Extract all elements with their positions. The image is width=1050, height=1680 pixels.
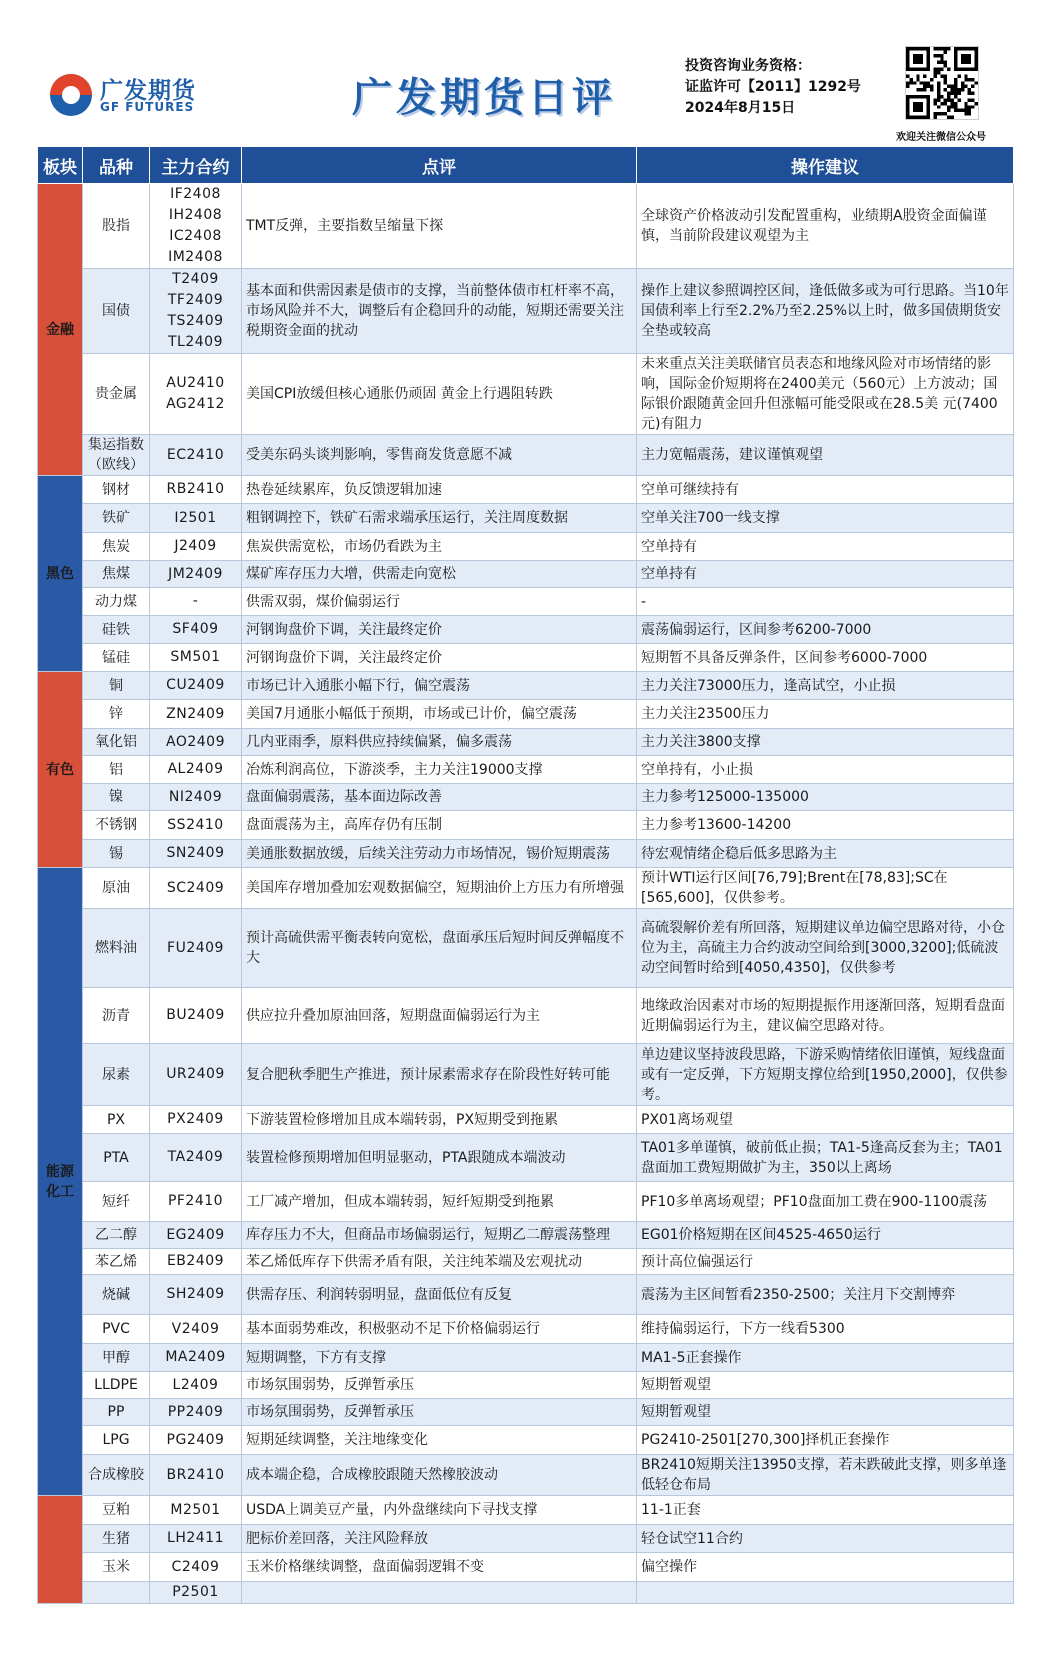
contract-cell: [150, 504, 242, 533]
contract-code: TA2409: [167, 1149, 224, 1165]
advice-cell: -: [637, 588, 1014, 616]
variety-cell: 动力煤: [83, 588, 150, 616]
contract-cell: [150, 840, 242, 868]
table-row: [38, 1455, 1014, 1496]
table-row: [38, 435, 1014, 476]
comment-cell: 盘面震荡为主，高库存仍有压制: [242, 811, 637, 840]
contract-code: SM501: [170, 649, 221, 665]
comment-cell: 装置检修预期增加但明显驱动，PTA跟随成本端波动: [242, 1134, 637, 1182]
comment-cell: 美国CPI放缓但核心通胀仍顽固 黄金上行遇阻转跌: [242, 354, 637, 435]
variety-cell: LPG: [83, 1426, 150, 1455]
advice-cell: BR2410短期关注13950支撑，若未跌破此支撑，则多单逢低轻仓布局: [637, 1455, 1014, 1496]
contract-code: SS2410: [167, 816, 224, 833]
variety-cell: 铝: [83, 756, 150, 784]
variety-cell: 乙二醇: [83, 1222, 150, 1249]
advice-cell: 全球资产价格波动引发配置重构，业绩期A股资金面偏谨慎，当前阶段建议观望为主: [637, 184, 1014, 269]
variety-cell: 锡: [83, 840, 150, 868]
qr-caption: 欢迎关注微信公众号: [896, 132, 986, 143]
variety-cell: 铜: [83, 672, 150, 700]
comment-cell: TMT反弹，主要指数呈缩量下探: [242, 184, 637, 269]
contract-cell: [150, 269, 242, 354]
contract-code: AG2412: [166, 396, 225, 412]
table-row: [38, 1553, 1014, 1582]
contract-code: MA2409: [165, 1349, 226, 1365]
variety-cell: 集运指数（欧线）: [83, 435, 150, 476]
advice-cell: 空单可继续持有: [637, 476, 1014, 504]
comment-cell: USDA上调美豆产量，内外盘继续向下寻找支撑: [242, 1496, 637, 1525]
variety-cell: 氧化铝: [83, 729, 150, 756]
comment-cell: 受美东码头谈判影响，零售商发货意愿不减: [242, 435, 637, 476]
contract-cell: [150, 729, 242, 756]
table-row: [38, 1344, 1014, 1372]
advice-cell: 主力关注23500压力: [637, 700, 1014, 729]
sector-cell: 黑色: [38, 476, 83, 672]
contract-code: UR2409: [166, 1066, 225, 1082]
contract-code: PG2409: [166, 1431, 225, 1448]
advice-cell: TA01多单谨慎，破前低止损；TA1-5逢高反套为主；TA01盘面加工费短期做扩为主，350以上离场: [637, 1134, 1014, 1182]
contract-code: SH2409: [166, 1286, 225, 1302]
table-row: [38, 784, 1014, 811]
comment-cell: 几内亚雨季，原料供应持续偏紧，偏多震荡: [242, 729, 637, 756]
advice-cell: 偏空操作: [637, 1553, 1014, 1582]
contract-cell: [150, 184, 242, 269]
contract-cell: [150, 533, 242, 561]
table-row: [38, 1372, 1014, 1399]
table-row: [38, 561, 1014, 588]
contract-code: EG2409: [166, 1226, 225, 1243]
comment-cell: 短期调整，下方有支撑: [242, 1344, 637, 1372]
contract-code: AU2410: [166, 375, 225, 391]
advice-cell: 震荡为主区间暂看2350-2500；关注月下交割博弈: [637, 1275, 1014, 1315]
comment-cell: 下游装置检修增加且成本端转弱，PX短期受到拖累: [242, 1106, 637, 1134]
contract-code: RB2410: [166, 481, 225, 497]
comment-cell: 预计高硫供需平衡表转向宽松，盘面承压后短时间反弹幅度不大: [242, 909, 637, 988]
comment-cell: 基本面和供需因素是债市的支撑，当前整体债市杠杆率不高，市场风险并不大，调整后有企稳回升的动能，短期还需要关注税期资金面的扰动: [242, 269, 637, 354]
contract-code: J2409: [174, 538, 217, 554]
comment-cell: 美通胀数据放缓，后续关注劳动力市场情况，锡价短期震荡: [242, 840, 637, 868]
contract-code: I2501: [174, 509, 217, 526]
comment-cell: 美国库存增加叠加宏观数据偏空，短期油价上方压力有所增强: [242, 868, 637, 909]
contract-code: M2501: [170, 1501, 221, 1518]
table-row: [38, 476, 1014, 504]
contract-code: CU2409: [166, 677, 225, 693]
advice-cell: 未来重点关注美联储官员表态和地缘风险对市场情绪的影响，国际金价短期将在2400美元（560元）上方波动；国际银价跟随黄金回升但涨幅可能受限或在28.5美 元(7400元)有阻力: [637, 354, 1014, 435]
gf-futures-logo: [50, 72, 210, 120]
advice-cell: 预计WTI运行区间[76,79];Brent在[78,83];SC在[565,600]，仅供参考。: [637, 868, 1014, 909]
contract-cell: [150, 1315, 242, 1344]
comment-cell: 肥标价差回落，关注风险释放: [242, 1525, 637, 1553]
comment-cell: 美国7月通胀小幅低于预期，市场或已计价，偏空震荡: [242, 700, 637, 729]
contract-code: C2409: [171, 1558, 220, 1575]
col-header-advice: 操作建议: [637, 147, 1014, 184]
table-row: [38, 1106, 1014, 1134]
variety-cell: 燃料油: [83, 909, 150, 988]
contract-cell: [150, 1582, 242, 1604]
table-row: [38, 1315, 1014, 1344]
contract-code: TF2409: [167, 292, 224, 308]
variety-cell: PVC: [83, 1315, 150, 1344]
contract-code: IM2408: [168, 249, 223, 265]
col-header-variety: 品种: [83, 147, 150, 184]
variety-cell: 钢材: [83, 476, 150, 504]
contract-code: SC2409: [166, 879, 225, 896]
license-line: 证监许可【2011】1292号: [685, 79, 861, 95]
advice-cell: 待宏观情绪企稳后低多思路为主: [637, 840, 1014, 868]
contract-cell: [150, 354, 242, 435]
variety-cell: 甲醇: [83, 1344, 150, 1372]
table-row: [38, 1134, 1014, 1182]
variety-cell: [83, 1582, 150, 1604]
contract-cell: [150, 1134, 242, 1182]
col-header-sector: 板块: [38, 147, 83, 184]
contract-code: PF2410: [167, 1193, 224, 1209]
contract-code: SF409: [172, 621, 219, 637]
comment-cell: 基本面弱势难改，积极驱动不足下价格偏弱运行: [242, 1315, 637, 1344]
variety-cell: 沥青: [83, 988, 150, 1044]
advice-cell: 震荡偏弱运行，区间参考6200-7000: [637, 616, 1014, 644]
table-row: [38, 269, 1014, 354]
advice-cell: 轻仓试空11合约: [637, 1525, 1014, 1553]
table-row: [38, 1222, 1014, 1249]
contract-code: JM2409: [168, 565, 223, 582]
comment-cell: 玉米价格继续调整，盘面偏弱逻辑不变: [242, 1553, 637, 1582]
table-row: [38, 700, 1014, 729]
advice-cell: MA1-5正套操作: [637, 1344, 1014, 1372]
advice-cell: 空单持有，小止损: [637, 756, 1014, 784]
comment-cell: 煤矿库存压力大增，供需走向宽松: [242, 561, 637, 588]
sector-cell: [38, 1496, 83, 1604]
comment-cell: 供应拉升叠加原油回落，短期盘面偏弱运行为主: [242, 988, 637, 1044]
table-header-row: [38, 147, 1014, 184]
advice-cell: 主力宽幅震荡，建议谨慎观望: [637, 435, 1014, 476]
page-title: 广发期货日评: [352, 75, 616, 121]
advice-cell: 地缘政治因素对市场的短期提振作用逐渐回落，短期看盘面近期偏弱运行为主，建议偏空思路对待。: [637, 988, 1014, 1044]
comment-cell: 焦炭供需宽松，市场仍看跌为主: [242, 533, 637, 561]
comment-cell: 成本端企稳，合成橡胶跟随天然橡胶波动: [242, 1455, 637, 1496]
variety-cell: PP: [83, 1399, 150, 1426]
advice-cell: [637, 1582, 1014, 1604]
advice-cell: 11-1正套: [637, 1496, 1014, 1525]
contract-code: PP2409: [167, 1403, 224, 1420]
contract-cell: [150, 868, 242, 909]
table-row: [38, 588, 1014, 616]
contract-code: P2501: [172, 1584, 219, 1600]
table-row: [38, 868, 1014, 909]
contract-code: BU2409: [166, 1007, 225, 1023]
contract-code: ZN2409: [166, 705, 225, 722]
contract-code: NI2409: [168, 788, 223, 805]
contract-code: L2409: [172, 1376, 219, 1393]
daily-review-table: [37, 146, 1014, 1604]
contract-code: EB2409: [166, 1253, 225, 1269]
contract-cell: [150, 476, 242, 504]
contract-cell: [150, 1344, 242, 1372]
contract-cell: [150, 616, 242, 644]
contract-code: -: [192, 593, 199, 609]
contract-cell: [150, 1222, 242, 1249]
comment-cell: 粗钢调控下，铁矿石需求端承压运行，关注周度数据: [242, 504, 637, 533]
sector-cell: 能源化工: [38, 868, 83, 1496]
table-row: [38, 811, 1014, 840]
advice-cell: 主力参考125000-135000: [637, 784, 1014, 811]
advice-cell: 主力关注73000压力，逢高试空，小止损: [637, 672, 1014, 700]
comment-cell: 供需双弱，煤价偏弱运行: [242, 588, 637, 616]
contract-cell: [150, 1399, 242, 1426]
col-header-contract: 主力合约: [150, 147, 242, 184]
table-row: [38, 840, 1014, 868]
variety-cell: 贵金属: [83, 354, 150, 435]
advice-cell: 主力参考13600-14200: [637, 811, 1014, 840]
table-row: [38, 909, 1014, 988]
contract-code: V2409: [171, 1320, 220, 1337]
contract-cell: [150, 700, 242, 729]
contract-code: FU2409: [167, 939, 224, 956]
contract-code: BR2410: [166, 1466, 225, 1483]
gf-logo-icon: [50, 74, 92, 116]
comment-cell: 短期延续调整，关注地缘变化: [242, 1426, 637, 1455]
table-row: [38, 1426, 1014, 1455]
variety-cell: 焦煤: [83, 561, 150, 588]
variety-cell: 镍: [83, 784, 150, 811]
variety-cell: 国债: [83, 269, 150, 354]
table-row: [38, 644, 1014, 672]
variety-cell: 不锈钢: [83, 811, 150, 840]
advice-cell: 空单持有: [637, 533, 1014, 561]
advice-cell: PG2410-2501[270,300]择机正套操作: [637, 1426, 1014, 1455]
contract-code: AL2409: [167, 761, 224, 777]
contract-cell: [150, 561, 242, 588]
contract-code: IC2408: [169, 228, 222, 244]
contract-cell: [150, 1044, 242, 1106]
report-date: 2024年8月15日: [685, 100, 796, 116]
contract-cell: [150, 988, 242, 1044]
contract-code: T2409: [172, 271, 219, 287]
variety-cell: 豆粕: [83, 1496, 150, 1525]
table-row: [38, 1249, 1014, 1275]
variety-cell: 短纤: [83, 1182, 150, 1222]
variety-cell: 铁矿: [83, 504, 150, 533]
comment-cell: 供需存压、利润转弱明显，盘面低位有反复: [242, 1275, 637, 1315]
logo-cn-text: 广发期货: [100, 78, 196, 104]
variety-cell: 锰硅: [83, 644, 150, 672]
contract-cell: [150, 784, 242, 811]
sector-cell: 金融: [38, 184, 83, 476]
contract-code: IF2408: [170, 186, 221, 202]
table-row: [38, 1182, 1014, 1222]
table-row: [38, 184, 1014, 269]
advice-cell: 空单关注700一线支撑: [637, 504, 1014, 533]
table-row: [38, 1582, 1014, 1604]
variety-cell: 股指: [83, 184, 150, 269]
variety-cell: 苯乙烯: [83, 1249, 150, 1275]
contract-code: PX2409: [167, 1111, 224, 1127]
variety-cell: 合成橡胶: [83, 1455, 150, 1496]
advice-cell: EG01价格短期在区间4525-4650运行: [637, 1222, 1014, 1249]
contract-cell: [150, 756, 242, 784]
comment-cell: 工厂减产增加，但成本端转弱，短纤短期受到拖累: [242, 1182, 637, 1222]
contract-cell: [150, 811, 242, 840]
contract-cell: [150, 644, 242, 672]
table-row: [38, 672, 1014, 700]
contract-cell: [150, 1553, 242, 1582]
comment-cell: 市场已计入通胀小幅下行，偏空震荡: [242, 672, 637, 700]
variety-cell: 硅铁: [83, 616, 150, 644]
advice-cell: 短期暂观望: [637, 1399, 1014, 1426]
variety-cell: 玉米: [83, 1553, 150, 1582]
comment-cell: 冶炼利润高位，下游淡季，主力关注19000支撑: [242, 756, 637, 784]
advice-cell: 预计高位偏强运行: [637, 1249, 1014, 1275]
contract-cell: [150, 1372, 242, 1399]
advice-cell: 主力关注3800支撑: [637, 729, 1014, 756]
comment-cell: 库存压力不大，但商品市场偏弱运行，短期乙二醇震荡整理: [242, 1222, 637, 1249]
advice-cell: 操作上建议参照调控区间，逢低做多或为可行思路。当10年国债利率上行至2.2%乃至2.25%以上时，做多国债期货安全垫或较高: [637, 269, 1014, 354]
contract-code: EC2410: [166, 446, 225, 463]
variety-cell: PX: [83, 1106, 150, 1134]
advice-cell: 维持偏弱运行，下方一线看5300: [637, 1315, 1014, 1344]
contract-code: IH2408: [168, 207, 223, 223]
logo-en-text: GF FUTURES: [100, 100, 195, 114]
variety-cell: 焦炭: [83, 533, 150, 561]
contract-code: LH2411: [167, 1530, 224, 1546]
table-row: [38, 504, 1014, 533]
table-row: [38, 1399, 1014, 1426]
comment-cell: 盘面偏弱震荡，基本面边际改善: [242, 784, 637, 811]
table-row: [38, 729, 1014, 756]
table-row: [38, 1044, 1014, 1106]
table-row: [38, 1496, 1014, 1525]
table-row: [38, 354, 1014, 435]
qr-code-icon: [905, 46, 979, 120]
sector-cell: 有色: [38, 672, 83, 868]
variety-cell: PTA: [83, 1134, 150, 1182]
contract-cell: [150, 1455, 242, 1496]
advice-cell: PF10多单离场观望；PF10盘面加工费在900-1100震荡: [637, 1182, 1014, 1222]
comment-cell: 市场氛围弱势，反弹暂承压: [242, 1372, 637, 1399]
license-info: [685, 56, 861, 119]
advice-cell: 空单持有: [637, 561, 1014, 588]
comment-cell: 复合肥秋季肥生产推进，预计尿素需求存在阶段性好转可能: [242, 1044, 637, 1106]
contract-cell: [150, 1182, 242, 1222]
contract-cell: [150, 672, 242, 700]
table-row: [38, 756, 1014, 784]
table-row: [38, 1275, 1014, 1315]
contract-cell: [150, 1426, 242, 1455]
advice-cell: 短期暂不具备反弹条件，区间参考6000-7000: [637, 644, 1014, 672]
contract-cell: [150, 1106, 242, 1134]
variety-cell: 原油: [83, 868, 150, 909]
contract-cell: [150, 1525, 242, 1553]
contract-code: SN2409: [166, 845, 225, 861]
comment-cell: 河钢询盘价下调，关注最终定价: [242, 644, 637, 672]
variety-cell: 锌: [83, 700, 150, 729]
contract-cell: [150, 909, 242, 988]
advice-cell: 高硫裂解价差有所回落，短期建议单边偏空思路对待，小仓位为主，高硫主力合约波动空间给到[3000,3200];低硫波动空间暂时给到[4050,4350]，仅供参考: [637, 909, 1014, 988]
contract-code: AO2409: [166, 733, 225, 750]
advice-cell: PX01离场观望: [637, 1106, 1014, 1134]
license-line: 投资咨询业务资格：: [685, 58, 811, 74]
contract-code: TL2409: [168, 334, 223, 350]
variety-cell: 烧碱: [83, 1275, 150, 1315]
comment-cell: 热卷延续累库，负反馈逻辑加速: [242, 476, 637, 504]
advice-cell: 单边建议坚持波段思路，下游采购情绪依旧谨慎，短线盘面或有一定反弹，下方短期支撑位给到[1950,2000]，仅供参考。: [637, 1044, 1014, 1106]
variety-cell: LLDPE: [83, 1372, 150, 1399]
variety-cell: 生猪: [83, 1525, 150, 1553]
advice-cell: 短期暂观望: [637, 1372, 1014, 1399]
contract-cell: [150, 1275, 242, 1315]
contract-cell: [150, 588, 242, 616]
contract-cell: [150, 1496, 242, 1525]
contract-cell: [150, 435, 242, 476]
contract-cell: [150, 1249, 242, 1275]
comment-cell: 市场氛围弱势，反弹暂承压: [242, 1399, 637, 1426]
table-row: [38, 988, 1014, 1044]
table-row: [38, 616, 1014, 644]
comment-cell: 河钢询盘价下调，关注最终定价: [242, 616, 637, 644]
col-header-comment: 点评: [242, 147, 637, 184]
variety-cell: 尿素: [83, 1044, 150, 1106]
table-row: [38, 533, 1014, 561]
report-header: [0, 0, 1050, 146]
table-row: [38, 1525, 1014, 1553]
comment-cell: [242, 1582, 637, 1604]
contract-code: TS2409: [167, 313, 224, 329]
comment-cell: 苯乙烯低库存下供需矛盾有限，关注纯苯端及宏观扰动: [242, 1249, 637, 1275]
